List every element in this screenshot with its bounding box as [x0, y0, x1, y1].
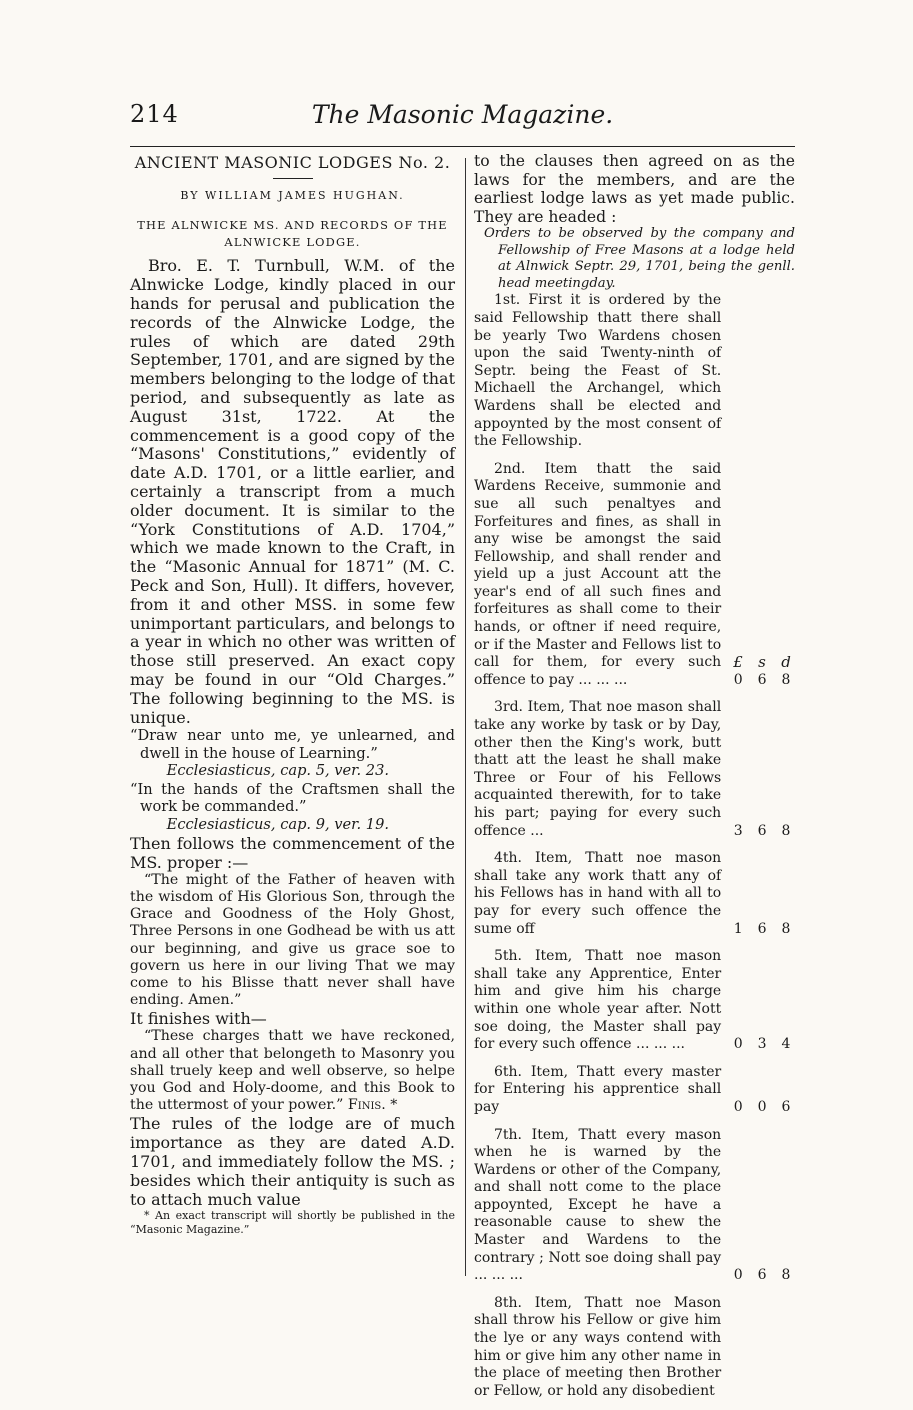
- fine-pounds: 0: [733, 1036, 743, 1053]
- order-item: [474, 1295, 795, 1401]
- right-column: [474, 152, 795, 1410]
- fine-shillings: 6: [757, 920, 767, 937]
- order-text: 6th. Item, Thatt every master for Entering his apprentice shall pay: [474, 1063, 722, 1115]
- fine-pounds: 0: [733, 671, 743, 688]
- continued-paragraph: to the clauses then agreed on as the laws for the members, and are the earliest lodge laws as yet made public. They are headed :: [474, 152, 795, 226]
- order-text: 3rd. Item, That noe mason shall take any worke by task or by Day, other then the King's work, butt thatt att the least he shall make Three or Four of his Fellows acquainted therewith, for to take his part; paying for every such offence ...: [474, 699, 722, 839]
- orders-list: [474, 292, 795, 1400]
- fine-pence: 8: [781, 1267, 791, 1284]
- closing-paragraph: The rules of the lodge are of much importance as they are dated A.D. 1701, and immediately follow the MS. ; besides which their antiquity is such as to attach much value: [130, 1114, 455, 1210]
- fine-shillings: 6: [757, 671, 767, 688]
- verse-reference-1: Ecclesiasticus, cap. 5, ver. 23.: [166, 762, 389, 780]
- manuscript-closing-quote: [130, 1028, 455, 1114]
- order-item: [474, 461, 795, 690]
- order-text: 2nd. Item thatt the said Wardens Receive, summonie and sue all such penaltyes and Forfeitures and fines, as shall in any wise be amongst the said Fellowship, and shall render and yield up a just Account att the year's end of all such fines and forfeitures as shall come to their hands, or oftner if need require, or if the Master and Fellows list to call for them, for every such offence to pay ... ... ...: [474, 460, 722, 688]
- order-item: [474, 850, 795, 938]
- currency-header: [721, 653, 795, 671]
- title-rule: [273, 178, 313, 179]
- fine-pounds: 3: [733, 822, 743, 839]
- verse-quote-2: “In the hands of the Craftsmen shall the work be commanded.”: [130, 780, 455, 816]
- order-item: [474, 699, 795, 840]
- left-column: [130, 152, 455, 1236]
- order-item: [474, 1064, 795, 1117]
- order-item: [474, 1127, 795, 1285]
- finishes-paragraph: It finishes with—: [130, 1009, 267, 1029]
- pence-label: d: [781, 653, 791, 672]
- fine-pounds: 0: [733, 1267, 743, 1284]
- column-rule: [465, 158, 466, 1276]
- running-header: [130, 100, 795, 136]
- fine-pence: 4: [781, 1036, 791, 1053]
- verse-reference-2: Ecclesiasticus, cap. 9, ver. 19.: [166, 815, 389, 833]
- order-item: [474, 948, 795, 1054]
- fine-shillings: 3: [757, 1036, 767, 1053]
- finis-mark: Finis. *: [347, 1097, 398, 1114]
- fine-pounds: 0: [733, 1098, 743, 1115]
- running-title: The Masonic Magazine.: [311, 100, 614, 129]
- fine-pence: 6: [781, 1098, 791, 1115]
- fine-pounds: 1: [733, 920, 743, 937]
- intro-paragraph: Bro. E. T. Turnbull, W.M. of the Alnwicke Lodge, kindly placed in our hands for perusal and publication the records of the Alnwicke Lodge, the rules of which are dated 29th September, 1701, and are signed by the members belonging to the lodge of that period, and subsequently as late as August 31st, 1722. At the commencement is a good copy of the “Masons' Constitutions,” evidently of date A.D. 1701, or a little earlier, and certainly a transcript from a much older document. It is similar to the “York Constitutions of A.D. 1704,” which we made known to the Craft, in the “Masonic Annual for 1871” (M. C. Peck and Son, Hull). It differs, hovever, from it and other MSS. in some few unimportant particulars, and belongs to a year in which no other was written of those still preserved. An exact copy may be found in our “Old Charges.” The following beginning to the MS. is unique.: [130, 256, 455, 727]
- order-text: 1st. First it is ordered by the said Fellowship thatt there shall be yearly Two Wardens chosen upon the said Twenty-ninth of Septr. being the Feast of St. Michaell the Archangel, which Wardens shall be elected and appoynted by the most consent of the Fellowship.: [474, 292, 722, 450]
- follows-paragraph: Then follows the commencement of the MS. proper :—: [130, 833, 455, 872]
- order-item: [474, 292, 795, 450]
- manuscript-opening-quote: “The might of the Father of heaven with the wisdom of His Glorious Son, through the Grace and Goodness of the Holy Ghost, Three Persons in one Godhead be with us att our beginning, and give us grace soe to govern us here in our living That we may come to his Blisse thatt never shall have ending. Amen.”: [130, 871, 455, 1009]
- fine-pence: 8: [781, 671, 791, 688]
- pounds-label: £: [733, 653, 743, 672]
- order-text: 7th. Item, Thatt every mason when he is warned by the Wardens or other of the Company, and shall nott come to the place appoynted, Except he have a reasonable cause to shew the Master and Wardens to the contrary ; Nott soe doing shall pay ... ... ...: [474, 1126, 722, 1284]
- fine-shillings: 6: [757, 1267, 767, 1284]
- fine-pence: 8: [781, 920, 791, 937]
- order-text: 8th. Item, Thatt noe Mason shall throw his Fellow or give him the lye or any ways contend with him or give him any other name in the place of meeting then Brother or Fellow, or hold any disobedient: [474, 1294, 722, 1399]
- page-number: 214: [130, 100, 179, 128]
- order-text: 5th. Item, Thatt noe mason shall take any Apprentice, Enter him and give him his charge within one whole year after. Nott soe doing, the Master shall pay for every such offence ... ... ...: [474, 948, 722, 1053]
- header-rule: [130, 146, 795, 147]
- section-subhead: THE ALNWICKE MS. AND RECORDS OF THE ALNWICKE LODGE.: [137, 218, 448, 250]
- order-text: 4th. Item, Thatt noe mason shall take any work thatt any of his Fellows has in hand with all to pay for every such offence the sume off: [474, 850, 722, 937]
- orders-heading: Orders to be observed by the company and Fellowship of Free Masons at a lodge held at Alnwick Septr. 29, 1701, being the genll. head meetingday.: [484, 226, 795, 291]
- fine-shillings: 6: [757, 822, 767, 839]
- footnote: * An exact transcript will shortly be published in the “Masonic Magazine.”: [130, 1209, 455, 1236]
- verse-quote-1: “Draw near unto me, ye unlearned, and dwell in the house of Learning.”: [130, 727, 455, 762]
- closing-quote-text: “These charges thatt we have reckoned, and all other that belongeth to Masonry you shall truely keep and well observe, so helpe you God and Holy-doome, and this Book to the uttermost of your power.”: [130, 1028, 455, 1114]
- shillings-label: s: [758, 653, 766, 672]
- byline: BY WILLIAM JAMES HUGHAN.: [180, 189, 405, 203]
- fine-pence: 8: [781, 822, 791, 839]
- article-title: ANCIENT MASONIC LODGES No. 2.: [134, 153, 451, 172]
- fine-shillings: 0: [757, 1098, 767, 1115]
